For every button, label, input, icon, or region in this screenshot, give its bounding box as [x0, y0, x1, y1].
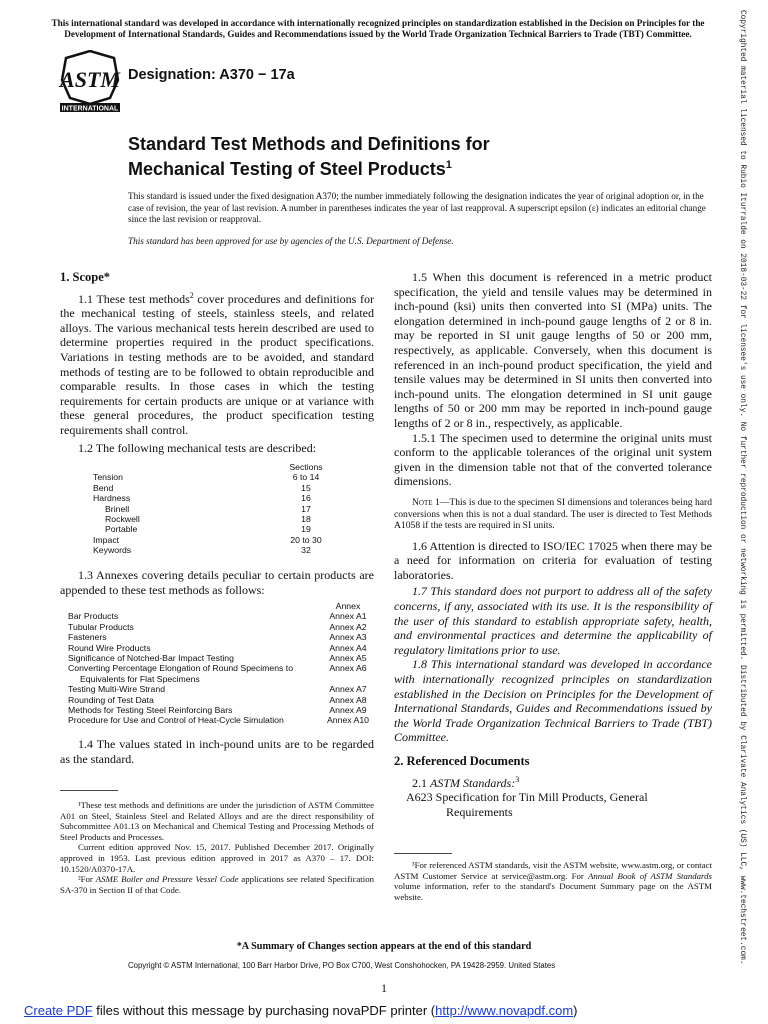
- annex-table: [68, 601, 373, 726]
- novapdf-link[interactable]: http://www.novapdf.com: [435, 1003, 574, 1018]
- table-row: Rockwell 18: [105, 513, 311, 524]
- table-row: Tubular Products Annex A2: [68, 621, 367, 632]
- license-text: Copyrighted material licensed to Rubio Iturralde on 2018-03-22 for licensee's use only. No further reproduction or networking is permitted. Distributed by Clarivate Analytics (US) LLC, www.techstreet.com.: [738, 10, 746, 965]
- paragraph-1-5-1: 1.5.1 The specimen used to determine the original units must conform to the applicable tolerances of the original unit system given in the dimension table not that of the converted tolerance dimensions.: [394, 430, 712, 489]
- top-notice: This international standard was developed in accordance with internationally recognized principles on standardization established in the Decision on Principles for the Development of International Standards, Guides and Recommendations issued by the World Trade Organization Technical Barriers to Trade (TBT) Committee.: [51, 18, 705, 39]
- table-row: Procedure for Use and Control of Heat-Cycle Simulation Annex A10: [68, 715, 370, 726]
- table-row: Bar Products Annex A1: [68, 611, 367, 622]
- reference-code: A623: [406, 790, 433, 805]
- footer-text: files without this message by purchasing novaPDF printer (: [92, 1003, 436, 1018]
- table-row: Tension 6 to 14: [93, 472, 320, 483]
- paragraph-1-4: 1.4 The values stated in inch-pound units are to be regarded as the standard.: [60, 737, 374, 766]
- designation: Designation: A370 − 17a: [128, 67, 295, 83]
- table-row: Converting Percentage Elongation of Round Specimens to Annex A6: [68, 663, 367, 674]
- reference-a623: A623 Specification for Tin Mill Products, General Requirements: [406, 790, 648, 819]
- footnote-2: ²For ASME Boiler and Pressure Vessel Code applications see related Specification SA-370 in Section II of that Code.: [60, 874, 374, 895]
- note-1: Note 1—This is due to the specimen SI dimensions and tolerances being hard conversions when this is not a dual standard. The user is directed to Test Methods A1058 if the tests are required in SI units.: [394, 496, 713, 532]
- astm-logo-mark: [58, 50, 122, 112]
- license-sidebar: [736, 10, 750, 965]
- create-pdf-link[interactable]: Create PDF: [24, 1003, 93, 1018]
- paragraph-1-5: 1.5 When this document is referenced in a metric product specification, the yield and tensile values may be determined in inch-pound (ksi) units then converted into SI (MPa) units. The elongation determined in inch-pound gauge lengths of 2 or 8 in. may be reported in SI unit gauge lengths of 50 or 200 mm, respectively, as applicable. Conversely, when this document is referenced in an inch-pound product specification, the yield and tensile values may be determined in SI units then converted into inch-pound units. The elongation determined in SI unit gauge lengths of 50 or 200 mm may be reported in inch-pound gauge lengths of 2 or 8 in., respectively, as applicable.: [394, 270, 712, 430]
- scope-heading: 1. Scope*: [60, 270, 110, 284]
- summary-of-changes-note: *A Summary of Changes section appears at the end of this standard: [236, 941, 532, 952]
- dod-approval: This standard has been approved for use by agencies of the U.S. Department of Defense.: [128, 236, 454, 246]
- pdf-footer: Create PDF files without this message by purchasing novaPDF printer (http://www.novapdf.com): [24, 1003, 578, 1018]
- table-row: Rounding of Test Data Annex A8: [68, 694, 367, 705]
- table-row: Bend 15: [93, 482, 311, 493]
- logo-letters: ASTM: [60, 67, 120, 92]
- astm-logo: [58, 50, 122, 112]
- title-footnote-ref: 1: [445, 159, 452, 171]
- footnote-1-edition: Current edition approved Nov. 15, 2017. Published December 2017. Originally approved in 1953. Last previous edition approved in 2017 as A370 – 17. DOI: 10.1520/A0370-17A.: [60, 842, 374, 874]
- referenced-documents-heading: 2. Referenced Documents: [394, 754, 530, 768]
- table-row: Testing Multi-Wire Strand Annex A7: [68, 684, 367, 695]
- tests-header: Sections: [289, 462, 323, 472]
- right-column: [394, 270, 712, 819]
- footnote-divider: [60, 790, 118, 791]
- title-line-2: Mechanical Testing of Steel Products$^1$: [128, 159, 452, 179]
- table-row: Significance of Notched-Bar Impact Testing Annex A5: [68, 652, 367, 663]
- paragraph-1-6: 1.6 Attention is directed to ISO/IEC 17025 when there may be a need for information on criteria for evaluation of testing laboratories.: [394, 538, 712, 582]
- left-footnotes: [60, 800, 374, 895]
- table-row: Keywords 32: [93, 545, 311, 556]
- table-row: Fasteners Annex A3: [68, 632, 367, 643]
- table-row: Impact 20 to 30: [93, 534, 322, 545]
- table-row: Round Wire Products Annex A4: [68, 642, 367, 653]
- footnote-divider: [394, 853, 452, 854]
- paragraph-1-1: 1.1 These test methods$^2$ cover procedures and definitions for the mechanical testing of steels, stainless steels, and related alloys. The various mechanical tests herein described are used to determine properties required in the product specifications. Variations in testing methods are to be avoided, and standard methods of testing are to be followed to obtain reproducible and comparable results. In those cases in which the testing requirements for certain products are unique or at variance with these general procedures, the product specification testing requirements shall control.: [60, 290, 374, 437]
- table-row: Hardness 16: [93, 493, 311, 504]
- table-row: Equivalents for Flat Specimens: [80, 673, 200, 684]
- paragraph-1-3: 1.3 Annexes covering details peculiar to certain products are appended to these test methods as follows:: [60, 568, 374, 597]
- paragraph-1-2: 1.2 The following mechanical tests are described:: [78, 440, 317, 455]
- page-number: 1: [381, 981, 387, 995]
- table-row: Brinell 17: [105, 503, 311, 514]
- logo-subtext: INTERNATIONAL: [61, 105, 119, 112]
- paragraph-1-8: 1.8 This international standard was developed in accordance with internationally recognized principles on standardization established in the Decision on Principles for the Development of International Standards, Guides and Recommendations issued by the World Trade Organization Technical Barriers to Trade (TBT) Committee.: [394, 657, 712, 745]
- table-row: Methods for Testing Steel Reinforcing Bars Annex A9: [68, 704, 367, 715]
- title-line-1: Standard Test Methods and Definitions for: [128, 134, 490, 154]
- document-title: [128, 134, 490, 180]
- paragraph-1-7: 1.7 This standard does not purport to address all of the safety concerns, if any, associated with its use. It is the responsibility of the user of this standard to establish appropriate safety, health, and environmental practices and determine the applicability of regulatory limitations prior to use.: [394, 584, 712, 657]
- table-row: Portable 19: [105, 524, 311, 535]
- left-column: [60, 270, 374, 455]
- paragraph-2-1: 2.1 ASTM Standards:$^3$: [412, 774, 520, 790]
- footnote-3: ³For referenced ASTM standards, visit the ASTM website, www.astm.org, or contact ASTM Customer Service at service@astm.org. For Annual Book of ASTM Standards volume information, refer to the standard's Document Summary page on the ASTM website.: [394, 860, 712, 902]
- copyright-line: Copyright © ASTM International, 100 Barr Harbor Drive, PO Box C700, West Conshohocken, PA 19428-2959. United States: [128, 961, 556, 970]
- intro-paragraph: This standard is issued under the fixed designation A370; the number immediately following the designation indicates the year of original adoption or, in the case of revision, the year of last revision. A number in parentheses indicates the year of last reapproval. A superscript epsilon (ε) indicates an editorial change since the last revision or reapproval.: [128, 191, 706, 225]
- footnote-1: ¹These test methods and definitions are under the jurisdiction of ASTM Committee A01 on Steel, Stainless Steel and Related Alloys and are the direct responsibility of Subcommittee A01.13 on Mechanical and Chemical Testing and Processing Methods of Steel Products and Processes.: [60, 800, 374, 842]
- annex-header: Annex: [335, 601, 361, 611]
- tests-table: [93, 462, 333, 556]
